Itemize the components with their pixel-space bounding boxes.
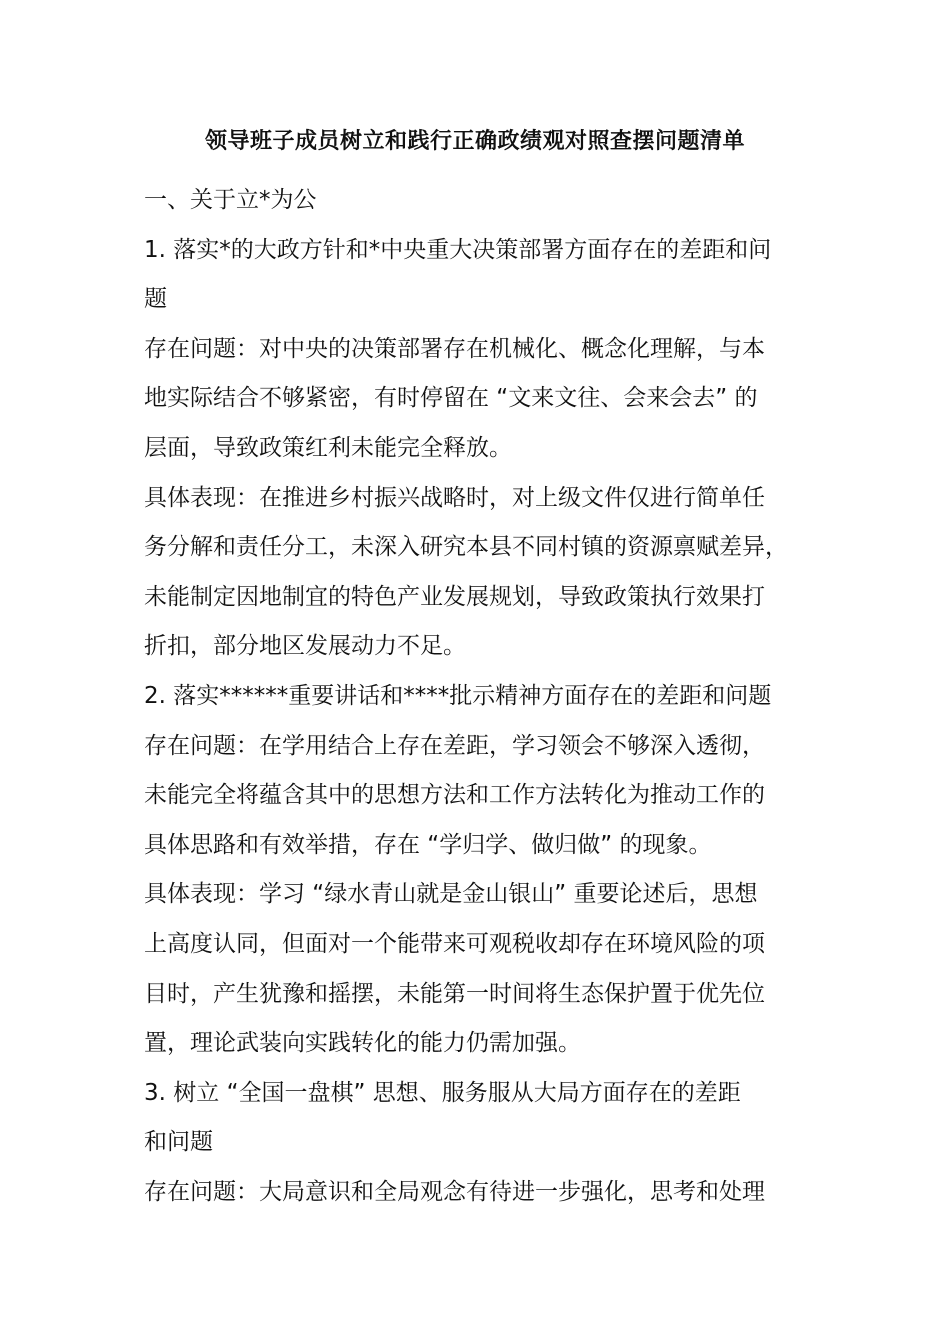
paragraph-line: 地实际结合不够紧密，有时停留在 “文来文往、会来会去” 的 xyxy=(144,385,758,412)
document-title: 领导班子成员树立和践行正确政绩观对照查摆问题清单 xyxy=(204,129,745,154)
paragraph-line: 目时，产生犹豫和摇摆，未能第一时间将生态保护置于优先位 xyxy=(144,980,765,1007)
section-heading: 一、关于立*为公 xyxy=(144,187,317,213)
item-heading-cont: 和问题 xyxy=(144,1129,213,1156)
paragraph-line: 未能完全将蕴含其中的思想方法和工作方法转化为推动工作的 xyxy=(144,782,765,809)
paragraph-line: 具体表现：在推进乡村振兴战略时，对上级文件仅进行简单任 xyxy=(144,484,765,511)
paragraph-line: 折扣，部分地区发展动力不足。 xyxy=(144,633,466,660)
paragraph-line: 存在问题：大局意识和全局观念有待进一步强化，思考和处理 xyxy=(144,1178,765,1205)
paragraph-line: 层面，导致政策红利未能完全释放。 xyxy=(144,434,512,461)
paragraph-line: 上高度认同，但面对一个能带来可观税收却存在环境风险的项 xyxy=(144,930,765,957)
paragraph-line: 务分解和责任分工，未深入研究本县不同村镇的资源禀赋差异， xyxy=(144,534,788,561)
item-heading: 3. 树立 “全国一盘棋” 思想、服务服从大局方面存在的差距 xyxy=(144,1079,741,1106)
paragraph-line: 存在问题：在学用结合上存在差距，学习领会不够深入透彻， xyxy=(144,732,765,759)
paragraph-line: 具体表现：学习 “绿水青山就是金山银山” 重要论述后，思想 xyxy=(144,881,758,908)
item-heading: 1. 落实*的大政方针和*中央重大决策部署方面存在的差距和问 xyxy=(144,236,772,263)
paragraph-line: 置，理论武装向实践转化的能力仍需加强。 xyxy=(144,1030,581,1057)
paragraph-line: 具体思路和有效举措，存在 “学归学、做归做” 的现象。 xyxy=(144,831,712,858)
item-heading: 2. 落实******重要讲话和****批示精神方面存在的差距和问题 xyxy=(144,682,772,709)
paragraph-line: 未能制定因地制宜的特色产业发展规划，导致政策执行效果打 xyxy=(144,583,765,610)
item-heading-cont: 题 xyxy=(144,286,167,313)
paragraph-line: 存在问题：对中央的决策部署存在机械化、概念化理解，与本 xyxy=(144,335,765,362)
document-body xyxy=(144,176,814,1217)
